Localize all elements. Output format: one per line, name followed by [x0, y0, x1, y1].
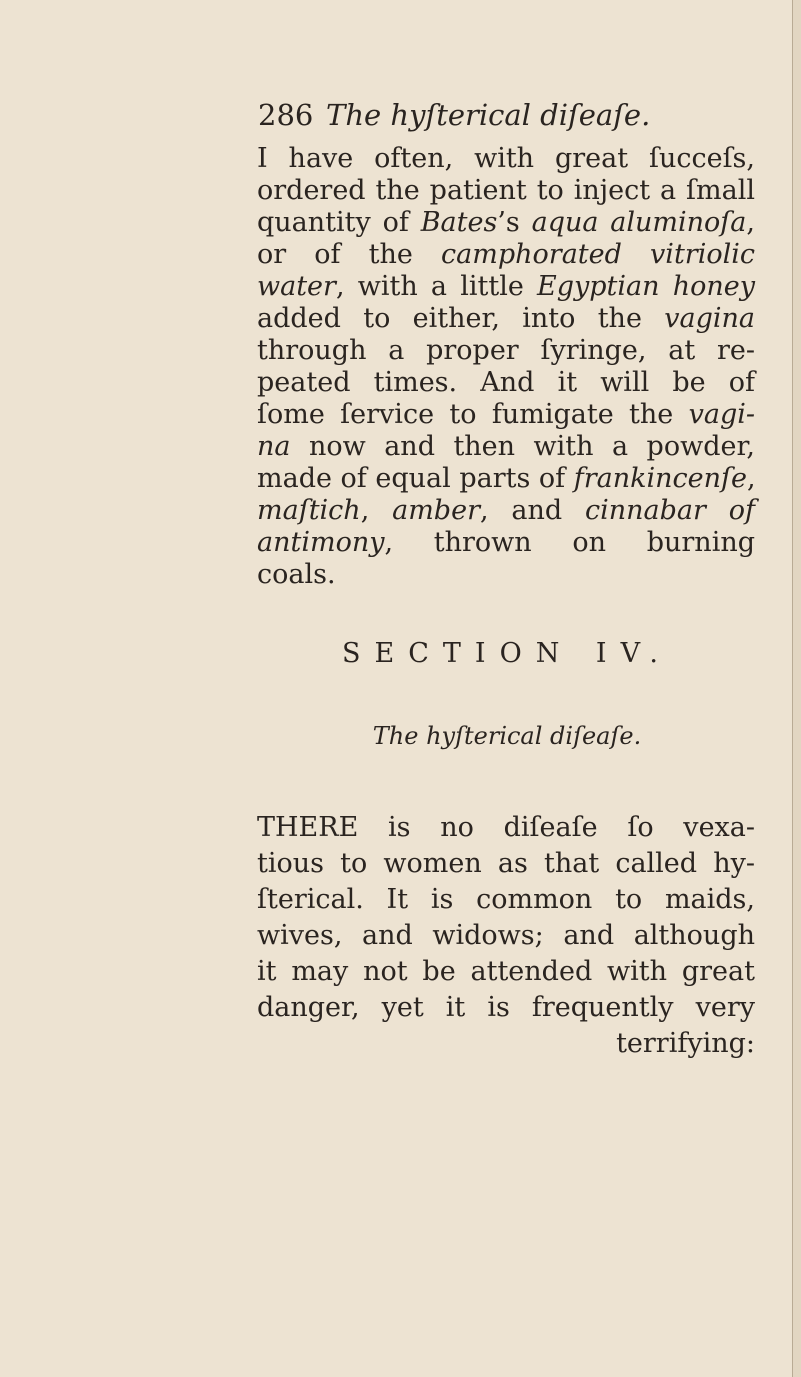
text-segment: wives, and widows; and although	[257, 920, 755, 951]
text-line	[257, 918, 755, 954]
text-segment: danger, yet it is frequently very	[257, 992, 755, 1023]
text-segment: ſterical. It is common to maids,	[257, 884, 755, 915]
italic-text: frankincenſe	[573, 463, 747, 494]
text-segment: ,	[746, 463, 756, 494]
italic-text: aqua aluminoſa	[531, 207, 747, 238]
text-segment: , and	[479, 495, 585, 526]
italic-text: na	[257, 431, 291, 462]
italic-text: cinnabar of	[584, 495, 755, 526]
text-segment: THERE is no diſeaſe ſo vexa-	[257, 812, 755, 843]
text-line	[257, 559, 755, 591]
text-segment: added to either, into the	[257, 303, 665, 334]
text-line	[257, 990, 755, 1026]
text-segment: ordered the patient to inject a ſmall	[257, 175, 755, 206]
text-segment: or of the	[257, 239, 442, 270]
text-line	[257, 367, 755, 399]
italic-text: amber	[392, 495, 480, 526]
text-line	[257, 207, 755, 239]
text-line	[257, 1026, 755, 1062]
page-header	[258, 98, 758, 138]
text-line	[257, 335, 755, 367]
paragraph-section-intro	[257, 810, 755, 1062]
italic-text: water	[257, 271, 336, 302]
running-head: The hyſterical diſeaſe.	[326, 98, 651, 132]
section-heading: SECTION IV.	[342, 638, 672, 669]
italic-text: vagina	[664, 303, 755, 334]
text-segment: I have often, with great ſucceſs,	[257, 143, 755, 174]
text-line	[257, 399, 755, 431]
text-line	[257, 810, 755, 846]
text-segment: ſome ſervice to fumigate the	[257, 399, 689, 430]
text-segment: , thrown on burning	[384, 527, 755, 558]
text-segment: through a proper ſyringe, at re-	[257, 335, 755, 366]
italic-text: Egyptian honey	[537, 271, 755, 302]
text-line	[257, 303, 755, 335]
text-segment: tious to women as that called hy-	[257, 848, 755, 879]
italic-text: camphorated vitriolic	[441, 239, 755, 270]
italic-text: maſtich	[257, 495, 361, 526]
text-line	[257, 527, 755, 559]
text-line	[257, 495, 755, 527]
text-segment: made of equal parts of	[257, 463, 574, 494]
text-line	[257, 882, 755, 918]
text-line	[257, 271, 755, 303]
text-line	[257, 954, 755, 990]
text-segment: ’s	[497, 207, 532, 238]
text-line	[257, 143, 755, 175]
text-segment: now and then with a powder,	[290, 431, 755, 462]
text-segment: it may not be attended with great	[257, 956, 755, 987]
text-segment: coals.	[257, 559, 336, 590]
text-segment: , with a little	[335, 271, 538, 302]
section-subtitle: The hyſterical diſeaſe.	[372, 722, 642, 750]
text-segment: peated times. And it will be of	[257, 367, 755, 398]
text-line	[257, 463, 755, 495]
text-segment: ,	[360, 495, 393, 526]
text-line	[257, 431, 755, 463]
text-line	[257, 239, 755, 271]
text-line	[257, 846, 755, 882]
paragraph-treatment	[257, 143, 755, 591]
text-line	[257, 175, 755, 207]
page-number: 286	[258, 98, 314, 132]
text-segment: ,	[746, 207, 755, 238]
text-segment: quantity of	[257, 207, 421, 238]
page-edge	[792, 0, 801, 1377]
italic-text: antimony	[257, 527, 385, 558]
text-segment: terrifying:	[616, 1028, 755, 1059]
italic-text: vagi-	[688, 399, 755, 430]
italic-text: Bates	[420, 207, 498, 238]
